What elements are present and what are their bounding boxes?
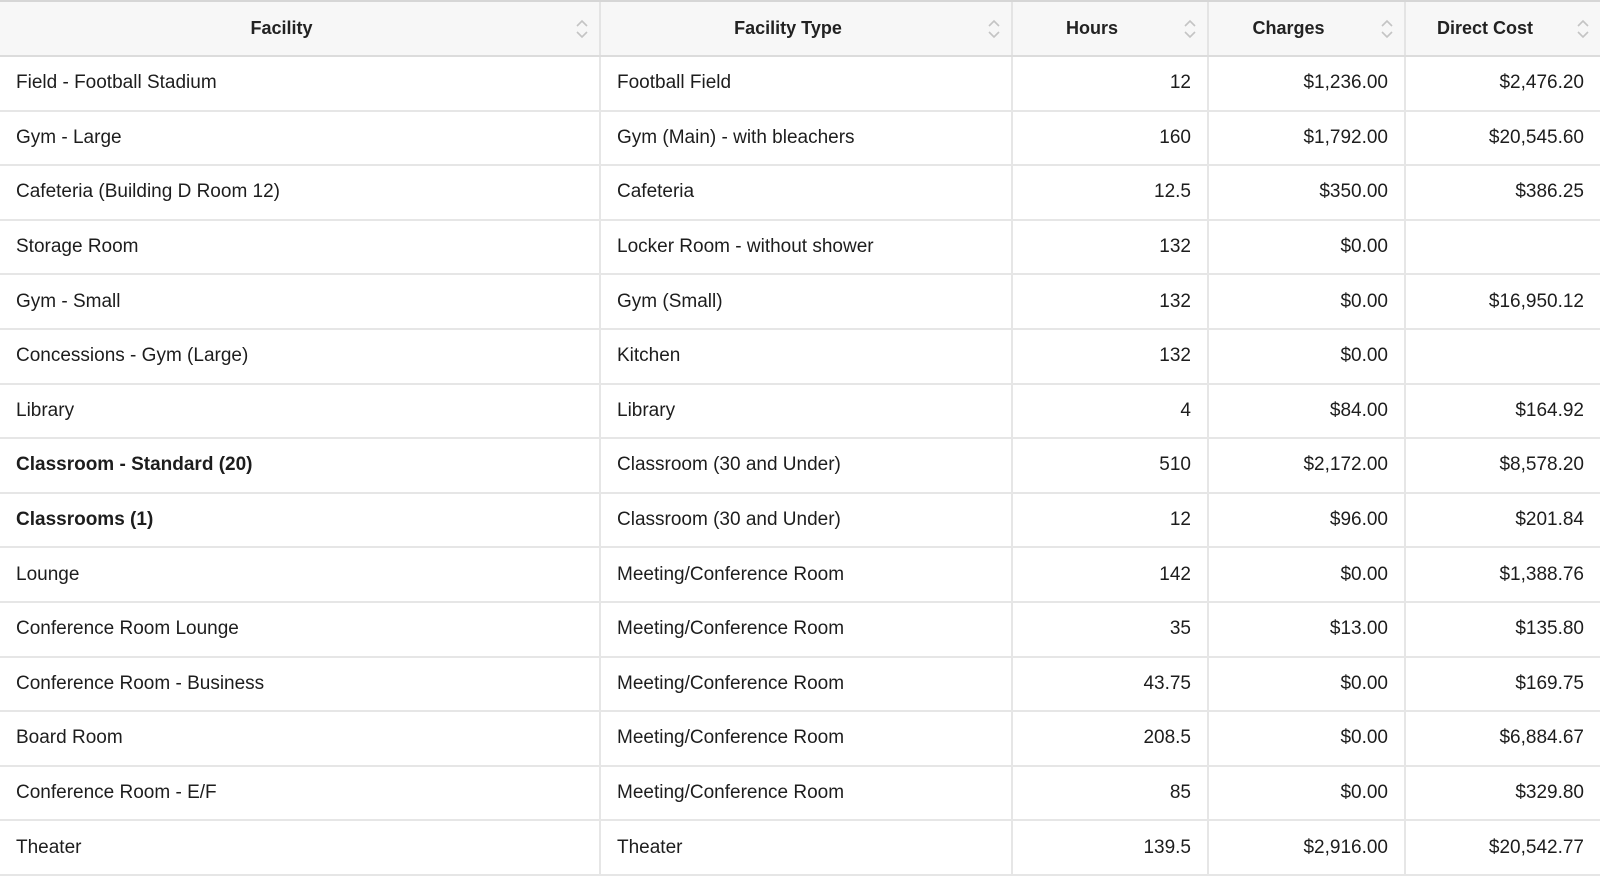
cell-charges: $13.00 [1208, 602, 1405, 657]
cell-hours: 132 [1012, 220, 1208, 275]
sort-updown-icon[interactable] [987, 18, 1001, 40]
cell-facility-type: Gym (Main) - with bleachers [600, 111, 1012, 166]
cell-hours: 132 [1012, 274, 1208, 329]
table-row[interactable] [0, 657, 1600, 712]
column-header-facility[interactable] [0, 2, 600, 56]
cell-facility-type: Meeting/Conference Room [600, 711, 1012, 766]
cell-charges: $2,916.00 [1208, 820, 1405, 875]
cell-hours: 35 [1012, 602, 1208, 657]
cell-hours: 12 [1012, 56, 1208, 111]
cell-facility: Classrooms (1) [0, 493, 600, 548]
cell-direct-cost: $8,578.20 [1405, 438, 1600, 493]
column-header-label: Facility Type [734, 18, 842, 38]
table-row[interactable] [0, 111, 1600, 166]
cell-direct-cost: $1,388.76 [1405, 547, 1600, 602]
table-row[interactable] [0, 220, 1600, 275]
cell-facility-type: Classroom (30 and Under) [600, 438, 1012, 493]
sort-updown-icon[interactable] [575, 18, 589, 40]
column-header-label: Facility [250, 18, 313, 38]
table-row[interactable] [0, 547, 1600, 602]
cell-facility: Conference Room - E/F [0, 766, 600, 821]
table-row[interactable] [0, 438, 1600, 493]
cell-charges: $0.00 [1208, 766, 1405, 821]
cell-charges: $84.00 [1208, 384, 1405, 439]
cell-facility-type: Classroom (30 and Under) [600, 493, 1012, 548]
cell-facility-type: Meeting/Conference Room [600, 602, 1012, 657]
cell-charges: $1,236.00 [1208, 56, 1405, 111]
cell-hours: 139.5 [1012, 820, 1208, 875]
sort-updown-icon[interactable] [1576, 18, 1590, 40]
table-body [0, 56, 1600, 875]
cell-charges: $96.00 [1208, 493, 1405, 548]
cell-facility: Gym - Large [0, 111, 600, 166]
cell-hours: 510 [1012, 438, 1208, 493]
cell-charges: $0.00 [1208, 274, 1405, 329]
cell-facility-type: Cafeteria [600, 165, 1012, 220]
cell-direct-cost: $164.92 [1405, 384, 1600, 439]
cell-hours: 85 [1012, 766, 1208, 821]
table-row[interactable] [0, 711, 1600, 766]
cell-facility: Board Room [0, 711, 600, 766]
table-row[interactable] [0, 766, 1600, 821]
cell-facility-type: Gym (Small) [600, 274, 1012, 329]
table-row[interactable] [0, 820, 1600, 875]
column-header-direct-cost[interactable] [1405, 2, 1600, 56]
cell-hours: 43.75 [1012, 657, 1208, 712]
cell-charges: $0.00 [1208, 657, 1405, 712]
cell-direct-cost: $20,545.60 [1405, 111, 1600, 166]
cell-charges: $0.00 [1208, 220, 1405, 275]
cell-facility-type: Meeting/Conference Room [600, 766, 1012, 821]
cell-charges: $0.00 [1208, 711, 1405, 766]
cell-facility-type: Meeting/Conference Room [600, 657, 1012, 712]
cell-hours: 208.5 [1012, 711, 1208, 766]
header-row [0, 2, 1600, 56]
column-header-label: Charges [1252, 18, 1325, 38]
cell-facility: Concessions - Gym (Large) [0, 329, 600, 384]
cell-direct-cost [1405, 329, 1600, 384]
cell-facility: Conference Room - Business [0, 657, 600, 712]
cell-direct-cost: $386.25 [1405, 165, 1600, 220]
cell-charges: $2,172.00 [1208, 438, 1405, 493]
cell-direct-cost: $201.84 [1405, 493, 1600, 548]
cell-hours: 132 [1012, 329, 1208, 384]
table-row[interactable] [0, 274, 1600, 329]
column-header-label: Direct Cost [1436, 18, 1534, 38]
cell-charges: $350.00 [1208, 165, 1405, 220]
table-row[interactable] [0, 493, 1600, 548]
cell-direct-cost [1405, 220, 1600, 275]
cell-facility-type: Football Field [600, 56, 1012, 111]
cell-charges: $1,792.00 [1208, 111, 1405, 166]
column-header-hours[interactable] [1012, 2, 1208, 56]
cell-facility: Gym - Small [0, 274, 600, 329]
cell-facility-type: Locker Room - without shower [600, 220, 1012, 275]
table-row[interactable] [0, 384, 1600, 439]
table-row[interactable] [0, 602, 1600, 657]
cell-direct-cost: $329.80 [1405, 766, 1600, 821]
cell-facility-type: Theater [600, 820, 1012, 875]
column-header-charges[interactable] [1208, 2, 1405, 56]
sort-updown-icon[interactable] [1380, 18, 1394, 40]
cell-hours: 142 [1012, 547, 1208, 602]
cell-direct-cost: $135.80 [1405, 602, 1600, 657]
table-row[interactable] [0, 165, 1600, 220]
column-header-label: Hours [1065, 18, 1118, 38]
table-row[interactable] [0, 329, 1600, 384]
cell-hours: 160 [1012, 111, 1208, 166]
cell-hours: 12.5 [1012, 165, 1208, 220]
cell-facility: Conference Room Lounge [0, 602, 600, 657]
cell-direct-cost: $6,884.67 [1405, 711, 1600, 766]
cell-direct-cost: $2,476.20 [1405, 56, 1600, 111]
facility-usage-table [0, 2, 1600, 876]
table-header [0, 2, 1600, 56]
cell-facility: Theater [0, 820, 600, 875]
cell-direct-cost: $16,950.12 [1405, 274, 1600, 329]
cell-charges: $0.00 [1208, 547, 1405, 602]
column-header-facility-type[interactable] [600, 2, 1012, 56]
cell-facility-type: Kitchen [600, 329, 1012, 384]
cell-direct-cost: $169.75 [1405, 657, 1600, 712]
cell-charges: $0.00 [1208, 329, 1405, 384]
cell-facility: Library [0, 384, 600, 439]
table-row[interactable] [0, 56, 1600, 111]
cell-facility: Storage Room [0, 220, 600, 275]
cell-facility: Cafeteria (Building D Room 12) [0, 165, 600, 220]
cell-facility: Field - Football Stadium [0, 56, 600, 111]
cell-facility: Classroom - Standard (20) [0, 438, 600, 493]
cell-direct-cost: $20,542.77 [1405, 820, 1600, 875]
cell-facility-type: Meeting/Conference Room [600, 547, 1012, 602]
cell-hours: 4 [1012, 384, 1208, 439]
cell-hours: 12 [1012, 493, 1208, 548]
cell-facility-type: Library [600, 384, 1012, 439]
sort-updown-icon[interactable] [1183, 18, 1197, 40]
cell-facility: Lounge [0, 547, 600, 602]
